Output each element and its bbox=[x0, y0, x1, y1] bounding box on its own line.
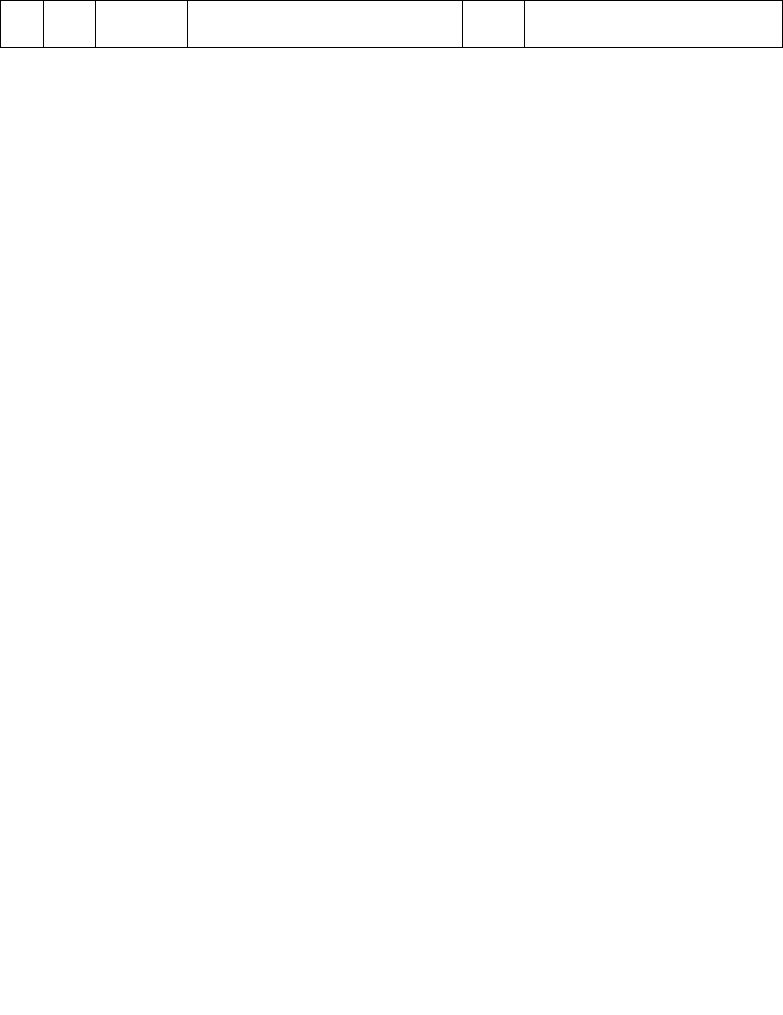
registry-table bbox=[0, 0, 783, 48]
col-header-remark bbox=[463, 1, 525, 48]
col-header-previous-org bbox=[525, 1, 783, 48]
header-row bbox=[1, 1, 783, 48]
col-header-index bbox=[1, 1, 44, 48]
col-header-name bbox=[43, 1, 95, 48]
col-header-cert-no bbox=[95, 1, 187, 48]
col-header-current-org bbox=[187, 1, 463, 48]
